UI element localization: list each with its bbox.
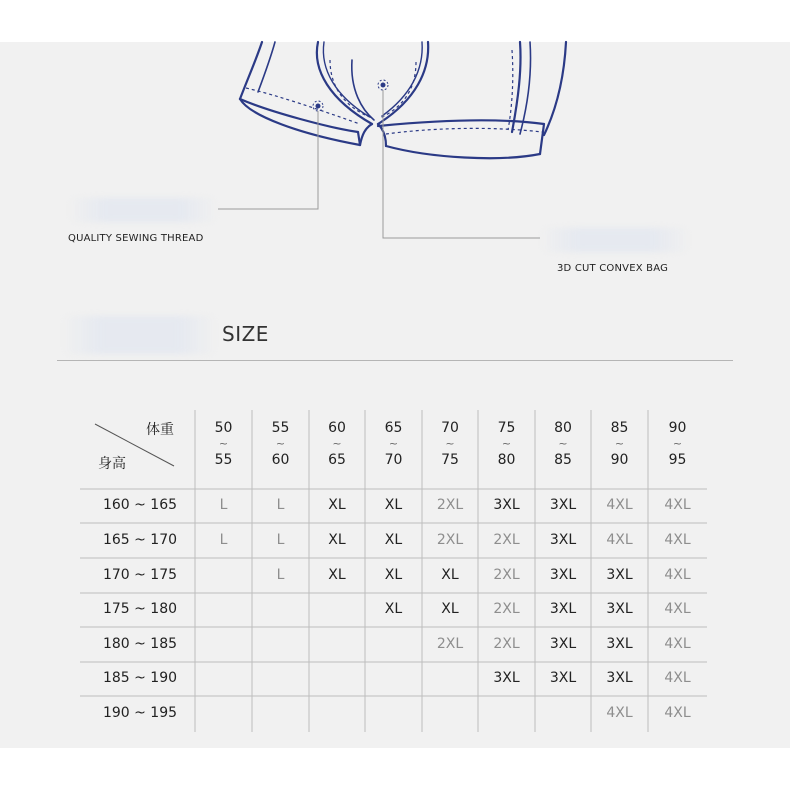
size-cell: XL (384, 566, 403, 583)
size-cell: 3XL (549, 566, 577, 583)
size-cell: 3XL (493, 497, 520, 513)
header-weight-label: 体重 (146, 422, 174, 438)
size-cell: 4XL (606, 497, 633, 513)
weight-range-header: 85 ~ 90 (610, 420, 629, 468)
size-cell: 4XL (664, 601, 691, 617)
size-section-title: SIZE (222, 322, 269, 346)
size-cell: L (276, 497, 285, 513)
size-cell: 3XL (549, 497, 577, 513)
size-cell: 4XL (664, 497, 691, 513)
size-cell: 4XL (606, 705, 633, 721)
size-cell: XL (441, 601, 459, 617)
size-cell: 4XL (606, 531, 633, 548)
size-cell: L (276, 566, 285, 583)
size-cell: 3XL (549, 635, 577, 652)
height-range-label: 190 ~ 195 (102, 705, 178, 721)
size-cell: 4XL (664, 531, 691, 548)
size-cell: 4XL (664, 705, 691, 721)
header-height-label: 身高 (98, 456, 126, 472)
size-cell: 3XL (606, 635, 633, 652)
size-cell: XL (328, 531, 346, 548)
size-cell: 3XL (549, 601, 577, 617)
size-cell: 4XL (664, 635, 691, 652)
size-cell: XL (328, 566, 346, 583)
size-cell: L (276, 531, 285, 548)
size-cell: XL (384, 601, 403, 617)
size-cell: 2XL (493, 635, 520, 652)
weight-range-header: 90 ~ 95 (668, 420, 687, 468)
size-cell: XL (328, 497, 346, 513)
feature-label-sewing-thread: QUALITY SEWING THREAD (68, 233, 204, 244)
size-cell: 2XL (493, 566, 520, 583)
size-cell: 4XL (664, 566, 691, 583)
height-range-label: 170 ~ 175 (102, 566, 178, 583)
size-cell: XL (384, 531, 403, 548)
size-cell: 3XL (606, 670, 633, 686)
size-cell: 3XL (493, 670, 520, 686)
feature-label-convex-bag: 3D CUT CONVEX BAG (557, 263, 669, 274)
size-cell: L (219, 531, 228, 548)
size-cell: 3XL (606, 601, 633, 617)
weight-range-header: 65 ~ 70 (384, 420, 403, 468)
size-cell: 2XL (436, 531, 464, 548)
size-cell: 3XL (606, 566, 633, 583)
size-cell: L (219, 497, 228, 513)
height-range-label: 175 ~ 180 (102, 601, 178, 617)
size-cell: XL (441, 566, 459, 583)
size-cell: 2XL (493, 531, 520, 548)
height-range-label: 165 ~ 170 (102, 531, 178, 548)
weight-range-header: 55 ~ 60 (271, 420, 290, 468)
size-cell: 2XL (493, 601, 520, 617)
size-cell: 3XL (549, 670, 577, 686)
weight-range-header: 75 ~ 80 (497, 420, 516, 468)
size-cell: XL (384, 497, 403, 513)
size-cell: 2XL (436, 635, 464, 652)
weight-range-header: 50 ~ 55 (214, 420, 233, 468)
weight-range-header: 60 ~ 65 (328, 420, 346, 468)
height-range-label: 160 ~ 165 (102, 497, 178, 513)
weight-range-header: 80 ~ 85 (554, 420, 572, 468)
size-cell: 3XL (549, 531, 577, 548)
size-cell: 2XL (436, 497, 464, 513)
height-range-label: 185 ~ 190 (102, 670, 178, 686)
size-cell: 4XL (664, 670, 691, 686)
weight-range-header: 70 ~ 75 (441, 420, 459, 468)
height-range-label: 180 ~ 185 (102, 635, 178, 652)
